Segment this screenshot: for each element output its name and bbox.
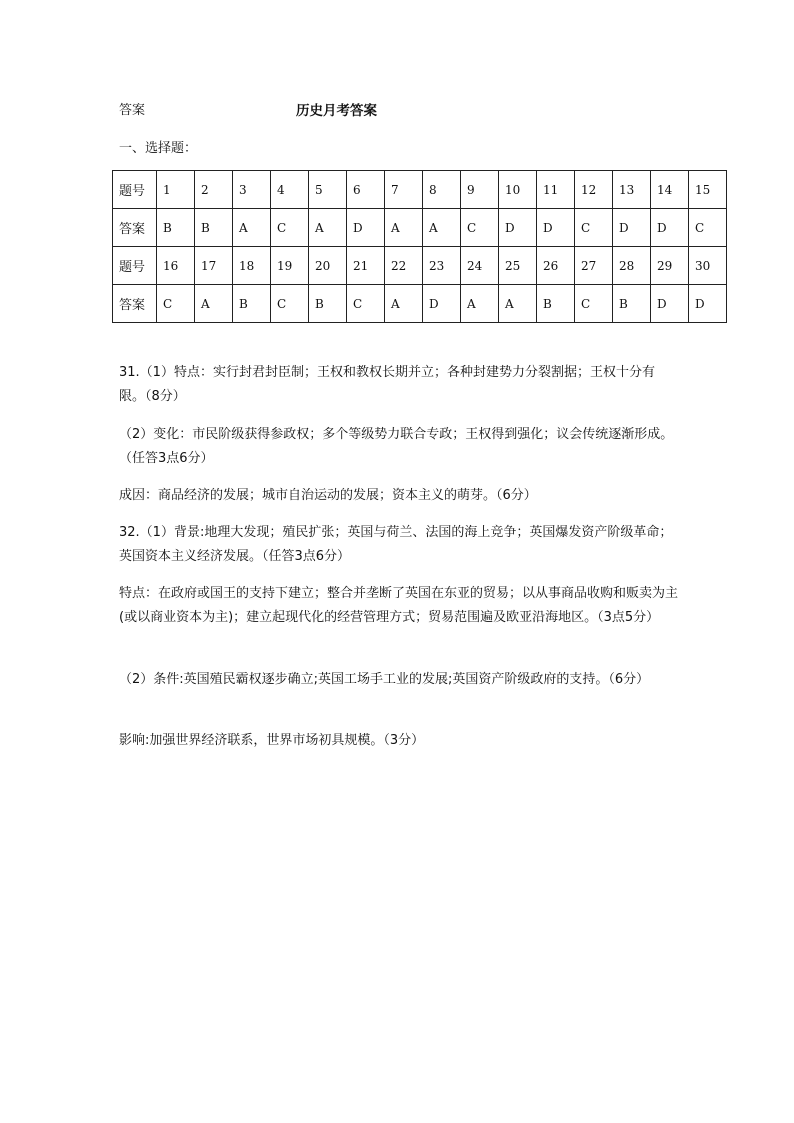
page-title: 历史月考答案 xyxy=(296,103,377,119)
table-cell: A xyxy=(461,285,499,323)
table-cell: 7 xyxy=(385,171,423,209)
table-cell: D xyxy=(651,285,689,323)
row-label: 题号 xyxy=(113,171,157,209)
section-heading: 一、选择题： xyxy=(119,141,198,156)
header-label: 答案 xyxy=(119,103,146,118)
table-row xyxy=(113,209,727,247)
table-cell: 6 xyxy=(347,171,385,209)
table-cell: A xyxy=(499,285,537,323)
table-cell: 9 xyxy=(461,171,499,209)
table-cell: 1 xyxy=(157,171,195,209)
table-cell: D xyxy=(499,209,537,247)
table-cell: B xyxy=(537,285,575,323)
table-cell: 15 xyxy=(689,171,727,209)
table-cell: 22 xyxy=(385,247,423,285)
table-row xyxy=(113,171,727,209)
table-cell: 4 xyxy=(271,171,309,209)
table-cell: D xyxy=(347,209,385,247)
table-cell: C xyxy=(271,209,309,247)
table-cell: C xyxy=(347,285,385,323)
answer-31-2: （2）变化：市民阶级获得参政权；多个等级势力联合专政；王权得到强化；议会传统逐渐形成。（任答3点6分） xyxy=(119,427,674,466)
table-cell: 17 xyxy=(195,247,233,285)
row-label: 答案 xyxy=(113,285,157,323)
row-label: 题号 xyxy=(113,247,157,285)
table-cell: B xyxy=(613,285,651,323)
table-cell: 8 xyxy=(423,171,461,209)
table-cell: C xyxy=(575,209,613,247)
table-cell: C xyxy=(575,285,613,323)
table-cell: C xyxy=(157,285,195,323)
table-cell: A xyxy=(385,285,423,323)
table-cell: D xyxy=(423,285,461,323)
table-cell: A xyxy=(423,209,461,247)
table-cell: 12 xyxy=(575,171,613,209)
answer-31-1: 31.（1）特点：实行封君封臣制；王权和教权长期并立；各种封建势力分裂割据；王权十分有限。（8分） xyxy=(119,365,655,404)
table-cell: 25 xyxy=(499,247,537,285)
table-cell: 28 xyxy=(613,247,651,285)
table-cell: 10 xyxy=(499,171,537,209)
table-cell: 2 xyxy=(195,171,233,209)
table-cell: A xyxy=(233,209,271,247)
table-row xyxy=(113,285,727,323)
table-cell: C xyxy=(271,285,309,323)
table-cell: 19 xyxy=(271,247,309,285)
table-cell: A xyxy=(195,285,233,323)
table-cell: B xyxy=(195,209,233,247)
table-cell: 13 xyxy=(613,171,651,209)
table-cell: 5 xyxy=(309,171,347,209)
answer-31-cause: 成因：商品经济的发展；城市自治运动的发展；资本主义的萌芽。（6分） xyxy=(119,488,537,503)
table-cell: 11 xyxy=(537,171,575,209)
table-cell: 20 xyxy=(309,247,347,285)
answer-32-impact: 影响:加强世界经济联系，世界市场初具规模。（3分） xyxy=(119,733,425,748)
table-cell: 21 xyxy=(347,247,385,285)
table-cell: 18 xyxy=(233,247,271,285)
answer-32-1: 32.（1）背景:地理大发现；殖民扩张；英国与荷兰、法国的海上竞争；英国爆发资产阶级革命；英国资本主义经济发展。（任答3点6分） xyxy=(119,525,673,564)
table-cell: C xyxy=(461,209,499,247)
table-row xyxy=(113,247,727,285)
table-cell: D xyxy=(689,285,727,323)
table-cell: D xyxy=(651,209,689,247)
table-cell: 3 xyxy=(233,171,271,209)
answer-32-features: 特点：在政府或国王的支持下建立；整合并垄断了英国在东亚的贸易；以从事商品收购和贩卖为主(或以商业资本为主)；建立起现代化的经营管理方式；贸易范围遍及欧亚沿海地区。（3点5分） xyxy=(119,586,679,625)
table-cell: 14 xyxy=(651,171,689,209)
table-cell: D xyxy=(613,209,651,247)
table-cell: C xyxy=(689,209,727,247)
table-cell: 23 xyxy=(423,247,461,285)
table-cell: 16 xyxy=(157,247,195,285)
table-cell: 29 xyxy=(651,247,689,285)
answer-table xyxy=(112,170,727,323)
table-cell: A xyxy=(309,209,347,247)
table-cell: B xyxy=(157,209,195,247)
table-cell: 24 xyxy=(461,247,499,285)
table-cell: 26 xyxy=(537,247,575,285)
row-label: 答案 xyxy=(113,209,157,247)
table-cell: D xyxy=(537,209,575,247)
table-cell: A xyxy=(385,209,423,247)
table-cell: B xyxy=(309,285,347,323)
answer-32-2: （2）条件:英国殖民霸权逐步确立;英国工场手工业的发展;英国资产阶级政府的支持。（6分） xyxy=(119,672,650,687)
table-cell: 30 xyxy=(689,247,727,285)
table-cell: 27 xyxy=(575,247,613,285)
table-cell: B xyxy=(233,285,271,323)
